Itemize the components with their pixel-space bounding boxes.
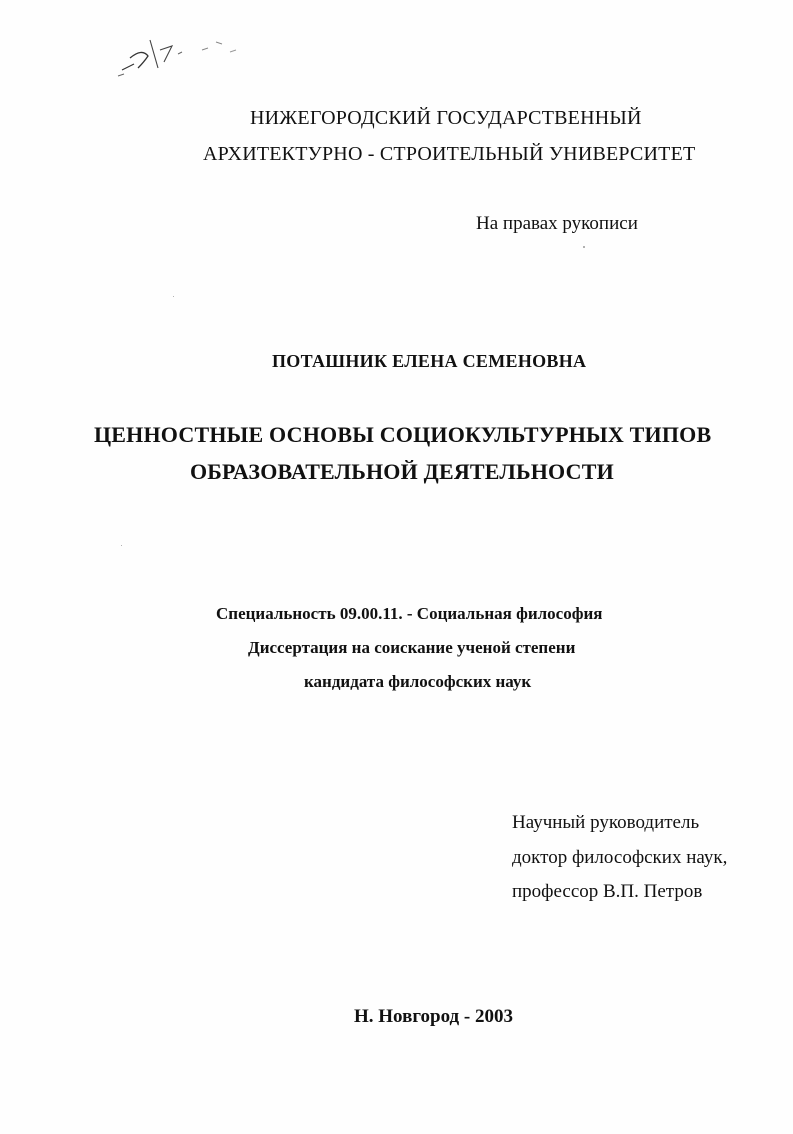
degree-line2: кандидата философских наук — [304, 672, 532, 691]
scan-speck — [173, 296, 174, 297]
scan-speck — [583, 246, 585, 248]
dissertation-title-line2: ОБРАЗОВАТЕЛЬНОЙ ДЕЯТЕЛЬНОСТИ — [190, 459, 614, 484]
university-name-line1: НИЖЕГОРОДСКИЙ ГОСУДАРСТВЕННЫЙ — [250, 107, 642, 129]
place-and-year: Н. Новгород - 2003 — [354, 1006, 513, 1027]
supervisor-degree: доктор философских наук, — [512, 847, 728, 868]
scan-speck — [121, 545, 122, 546]
dissertation-title-line1: ЦЕННОСТНЫЕ ОСНОВЫ СОЦИОКУЛЬТУРНЫХ ТИПОВ — [94, 422, 712, 447]
degree-line1: Диссертация на соискание ученой степени — [248, 638, 576, 657]
manuscript-rights-note: На правах рукописи — [476, 213, 638, 234]
author-name: ПОТАШНИК ЕЛЕНА СЕМЕНОВНА — [272, 351, 587, 371]
supervisor-label: Научный руководитель — [512, 812, 700, 833]
specialty-line: Специальность 09.00.11. - Социальная философия — [216, 604, 603, 623]
supervisor-name: профессор В.П. Петров — [512, 881, 703, 902]
university-name-line2: АРХИТЕКТУРНО - СТРОИТЕЛЬНЫЙ УНИВЕРСИТЕТ — [203, 143, 696, 165]
handwritten-mark — [112, 28, 282, 88]
